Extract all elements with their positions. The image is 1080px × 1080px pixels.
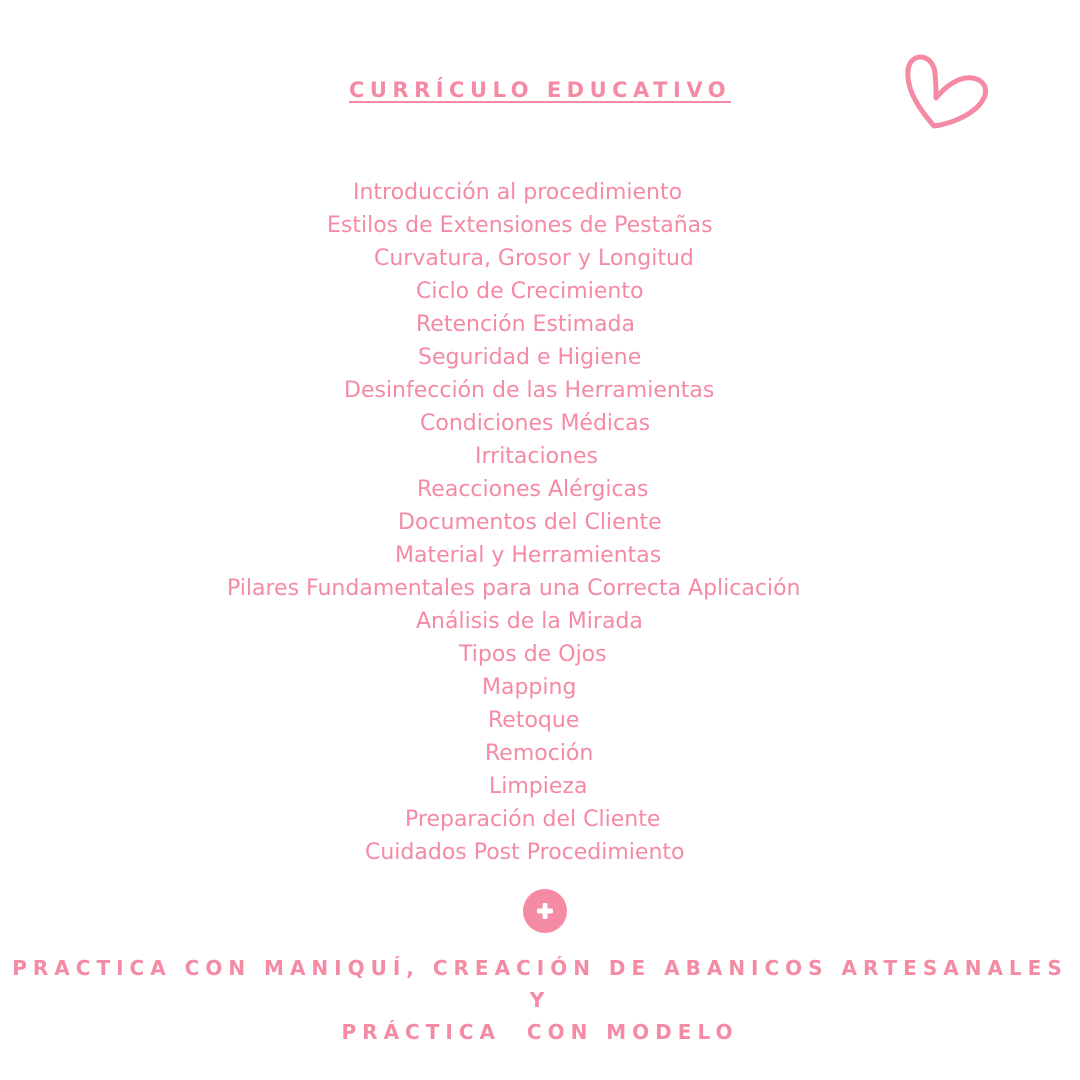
footer-line-2: PRÁCTICA CON MODELO [341, 1020, 739, 1044]
plus-icon [536, 902, 554, 920]
footer-text [0, 952, 1080, 1048]
heart-icon [900, 48, 992, 132]
list-item: Seguridad e Higiene [418, 345, 642, 370]
list-item: Limpieza [489, 774, 588, 799]
list-item: Introducción al procedimiento [353, 180, 683, 205]
list-item: Preparación del Cliente [405, 807, 661, 832]
list-item: Pilares Fundamentales para una Correcta Aplicación [227, 576, 801, 601]
footer-line-1: PRACTICA CON MANIQUÍ, CREACIÓN DE ABANICOS ARTESANALES Y [12, 956, 1068, 1012]
page-title-text: CURRÍCULO EDUCATIVO [348, 78, 732, 102]
list-item: Cuidados Post Procedimiento [365, 840, 685, 865]
plus-badge [523, 889, 567, 933]
list-item: Curvatura, Grosor y Longitud [374, 246, 694, 271]
list-item: Ciclo de Crecimiento [416, 279, 644, 304]
list-item: Irritaciones [475, 444, 599, 469]
curriculum-list [0, 176, 1080, 869]
list-item: Reacciones Alérgicas [417, 477, 649, 502]
list-item: Estilos de Extensiones de Pestañas [327, 213, 713, 238]
list-item: Documentos del Cliente [398, 510, 662, 535]
list-item: Desinfección de las Herramientas [344, 378, 715, 403]
list-item: Mapping [482, 675, 577, 700]
list-item: Tipos de Ojos [459, 642, 607, 667]
list-item: Remoción [485, 741, 594, 766]
list-item: Material y Herramientas [395, 543, 662, 568]
list-item: Condiciones Médicas [420, 411, 651, 436]
list-item: Retención Estimada [416, 312, 636, 337]
list-item: Retoque [488, 708, 580, 733]
list-item: Análisis de la Mirada [416, 609, 643, 634]
